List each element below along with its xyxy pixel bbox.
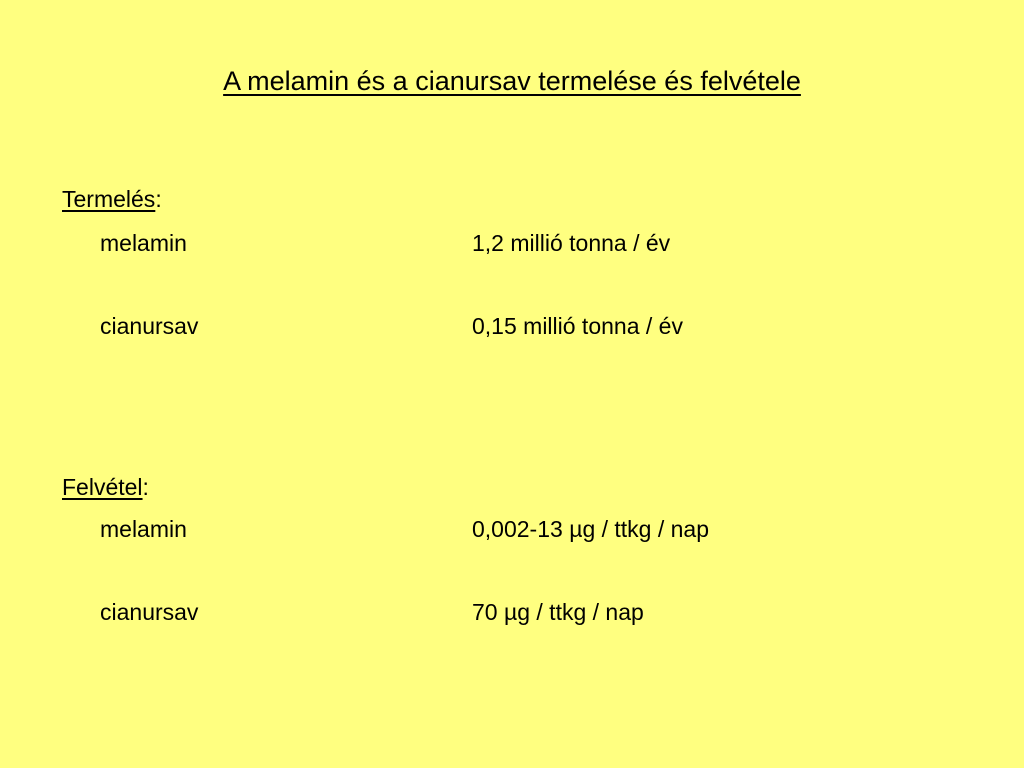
production-value-cyanuric-acid: 0,15 millió tonna / év (472, 313, 683, 339)
intake-substance-cyanuric-acid: cianursav (100, 599, 199, 625)
intake-row-cyanuric-acid (100, 599, 644, 626)
intake-row-melamine (100, 516, 709, 543)
intake-substance-melamine: melamin (100, 516, 187, 542)
intake-value-melamine: 0,002-13 µg / ttkg / nap (472, 516, 710, 542)
production-row-cyanuric-acid (100, 313, 683, 340)
section-heading-intake-label: Felvétel (62, 474, 143, 500)
slide-title: A melamin és a cianursav termelése és felvétele (223, 66, 801, 96)
production-substance-melamine: melamin (100, 230, 187, 256)
section-heading-production (62, 186, 162, 213)
production-row-melamine (100, 230, 670, 257)
section-heading-production-colon: : (155, 186, 162, 212)
intake-value-cyanuric-acid: 70 µg / ttkg / nap (472, 599, 644, 625)
production-substance-cyanuric-acid: cianursav (100, 313, 199, 339)
section-heading-intake (62, 474, 149, 501)
section-heading-intake-colon: : (142, 474, 149, 500)
section-heading-production-label: Termelés (62, 186, 156, 212)
production-value-melamine: 1,2 millió tonna / év (472, 230, 671, 256)
